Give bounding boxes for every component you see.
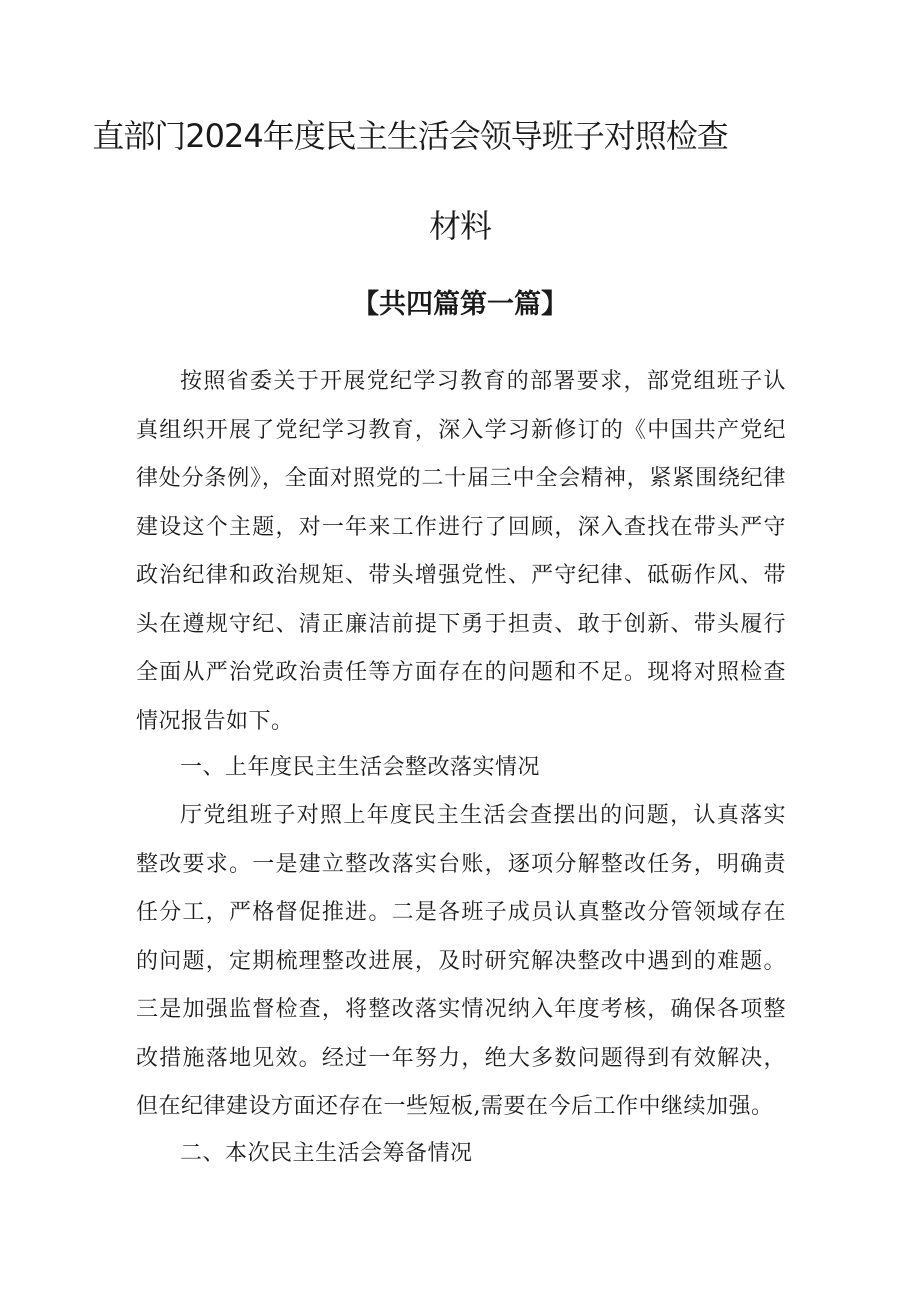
section1-heading: 一、上年度民主生活会整改落实情况 (180, 755, 541, 780)
document-title-line2: 材料 (428, 207, 491, 245)
intro-paragraph: 按照省委关于开展党纪学习教育的部署要求，部党组班子认真组织开展了党纪学习教育，深入学习新修订的《中国共产党纪律处分条例》，全面对照党的二十届三中全会精神，紧紧围绕纪律建设这个主题，对一年来工作进行了回顾，深入查找在带头严守政治纪律和政治规矩、带头增强党性、严守纪律、砥砺作风、带头在遵规守纪、清正廉洁前提下勇于担责、敢于创新、带头履行全面从严治党政治责任等方面存在的问题和不足。现将对照检查情况报告如下。 (136, 369, 786, 734)
section2-heading: 二、本次民主生活会筹备情况 (180, 1141, 473, 1166)
document-title-line1: 直部门2024年度民主生活会领导班子对照检查 (92, 117, 728, 155)
document-subtitle: 【共四篇第一篇】 (352, 289, 568, 320)
section1-body-paragraph: 厅党组班子对照上年度民主生活会查摆出的问题，认真落实整改要求。一是建立整改落实台账，逐项分解整改任务，明确责任分工，严格督促推进。二是各班子成员认真整改分管领域存在的问题，定期梳理整改进展，及时研究解决整改中遇到的难题。三是加强监督检查，将整改落实情况纳入年度考核，确保各项整改措施落地见效。经过一年努力，绝大多数问题得到有效解决，但在纪律建设方面还存在一些短板,需要在今后工作中继续加强。 (136, 803, 786, 1119)
